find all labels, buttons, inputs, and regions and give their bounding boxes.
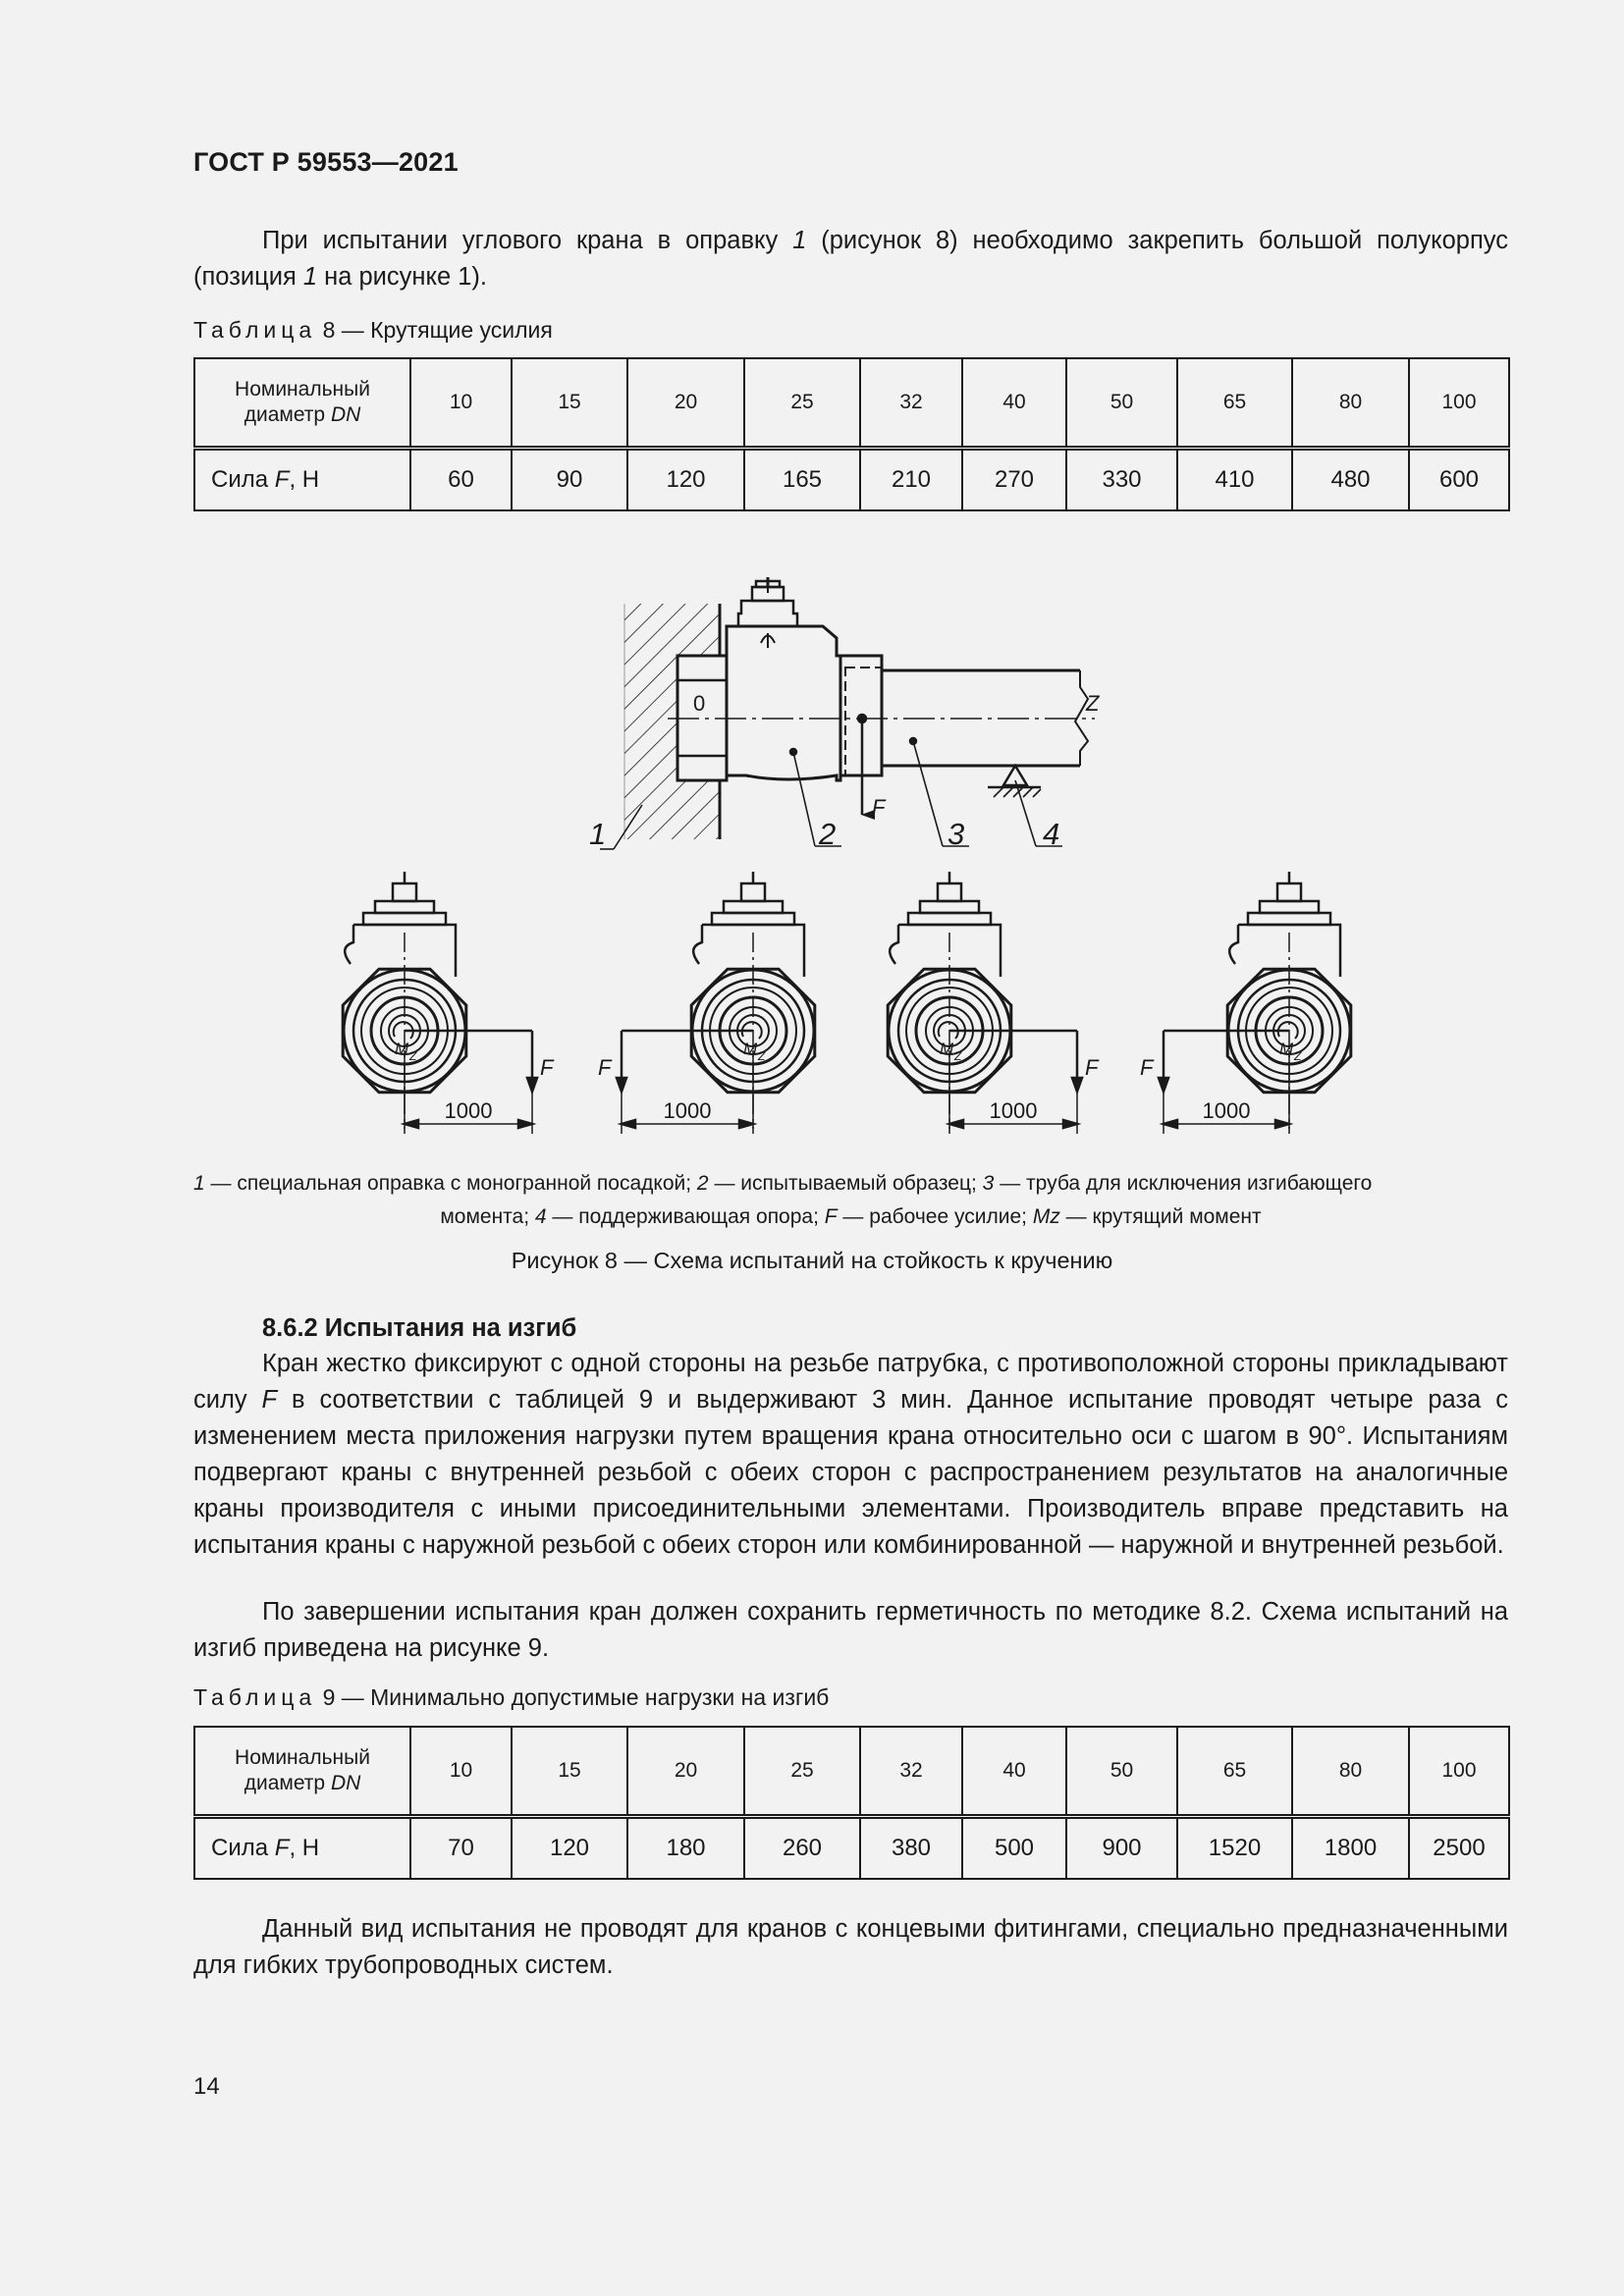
label-2: 2 <box>819 817 837 851</box>
force-label: F <box>598 1055 612 1080</box>
force-label: F <box>1085 1055 1099 1080</box>
section-paragraph-2: По завершении испытания кран должен сохранить герметичность по методике 8.2. Схема испытаний на изгиб приведена на рисунке 9. <box>193 1598 1508 1662</box>
table9-dn-cell: 20 <box>627 1727 744 1816</box>
document-header: ГОСТ Р 59553—2021 <box>193 147 459 177</box>
label-zero: 0 <box>693 691 706 716</box>
force-label: F <box>540 1055 554 1080</box>
force-label: F <box>1140 1055 1154 1080</box>
table8-dn-cell: 10 <box>410 358 512 448</box>
torque-label: M <box>940 1040 954 1058</box>
table8-dn-cell: 32 <box>860 358 962 448</box>
dimension-label: 1000 <box>989 1098 1038 1123</box>
section-title: 8.6.2 Испытания на изгиб <box>262 1314 577 1342</box>
table9-force-cell: 2500 <box>1409 1816 1509 1879</box>
torque-label: M <box>743 1040 758 1058</box>
dimension-label: 1000 <box>663 1098 712 1123</box>
table8-dn-cell: 25 <box>744 358 860 448</box>
closing-paragraph: Данный вид испытания не проводят для кранов с концевыми фитингами, специально предназначенными для гибких трубопроводных систем. <box>193 1915 1508 1979</box>
end-view-1 <box>343 872 555 1134</box>
intro-paragraph: При испытании углового крана в оправку 1 (рисунок 8) необходимо закрепить большой полукорпус (позиция 1 на рисунке 1). <box>193 227 1508 291</box>
torque-label: M <box>395 1040 409 1058</box>
table8-force-cell: 120 <box>627 448 744 510</box>
table8-force-cell: 60 <box>410 448 512 510</box>
table8-force-cell: 165 <box>744 448 860 510</box>
table9-force-row <box>194 1816 1509 1879</box>
table8-dn-cell: 15 <box>512 358 627 448</box>
table8-force-cell: 270 <box>962 448 1066 510</box>
figure8-legend: 1 — специальная оправка с моногранной посадкой; 2 — испытываемый образец; 3 — труба для исключения изгибающего момента; 4 — поддерживающая опора; F — рабочее усилие; Mz — крутящий момент <box>193 1172 1373 1228</box>
table9 <box>193 1726 1510 1880</box>
label-force: F <box>872 795 886 820</box>
section-paragraph-1: Кран жестко фиксируют с одной стороны на резьбе патрубка, с противоположной стороны прикладывают силу F в соответствии с таблицей 9 и выдерживают 3 мин. Данное испытание проводят четыре раза с изменением места приложения нагрузки путем вращения крана относительно оси с шагом в 90°. Испытаниям подвергают краны с внутренней резьбой с обеих сторон с распространением результатов на аналогичные краны производителя с иными присоединительными элементами. Производитель вправе представить на испытания краны с наружной резьбой с обеих сторон или комбинированной — наружной и внутренней резьбой. <box>193 1350 1508 1559</box>
table9-dn-cell: 40 <box>962 1727 1066 1816</box>
table8-force-cell: 480 <box>1292 448 1409 510</box>
label-3: 3 <box>947 817 965 851</box>
end-view-4 <box>1140 872 1351 1134</box>
table9-force-cell: 900 <box>1066 1816 1177 1879</box>
table8-dn-cell: 50 <box>1066 358 1177 448</box>
table9-dn-row <box>194 1727 1509 1816</box>
table8-force-cell: 330 <box>1066 448 1177 510</box>
table9-dn-label: Номинальный диаметр DN <box>194 1727 410 1816</box>
page-number: 14 <box>193 2073 220 2100</box>
table9-force-cell: 260 <box>744 1816 860 1879</box>
table8-force-cell: 210 <box>860 448 962 510</box>
torque-subscript: Z <box>758 1049 766 1063</box>
torque-subscript: Z <box>954 1049 962 1063</box>
loading-views <box>343 872 1351 1134</box>
table8-force-cell: 600 <box>1409 448 1509 510</box>
end-view-2 <box>598 872 815 1134</box>
table9-force-cell: 1520 <box>1177 1816 1292 1879</box>
table9-force-label: Сила F, Н <box>194 1816 410 1879</box>
table9-force-cell: 380 <box>860 1816 962 1879</box>
label-4: 4 <box>1043 817 1060 851</box>
label-z-axis: Z <box>1086 691 1100 716</box>
table9-dn-cell: 15 <box>512 1727 627 1816</box>
table9-caption: Таблица 9 — Минимально допустимые нагрузки на изгиб <box>193 1684 830 1710</box>
table9-force-cell: 70 <box>410 1816 512 1879</box>
table8-dn-cell: 20 <box>627 358 744 448</box>
torsion-test-assembly <box>600 577 1095 849</box>
table8-force-cell: 90 <box>512 448 627 510</box>
table9-dn-cell: 32 <box>860 1727 962 1816</box>
table9-dn-cell: 25 <box>744 1727 860 1816</box>
table8-force-cell: 410 <box>1177 448 1292 510</box>
table9-force-cell: 500 <box>962 1816 1066 1879</box>
table9-force-cell: 180 <box>627 1816 744 1879</box>
end-view-3 <box>888 872 1100 1134</box>
label-1: 1 <box>589 817 607 851</box>
table9-dn-cell: 10 <box>410 1727 512 1816</box>
figure8-caption: Рисунок 8 — Схема испытаний на стойкость к кручению <box>511 1248 1113 1273</box>
dimension-label: 1000 <box>1202 1098 1251 1123</box>
table9-force-cell: 120 <box>512 1816 627 1879</box>
table9-dn-cell: 80 <box>1292 1727 1409 1816</box>
torque-subscript: Z <box>409 1049 417 1063</box>
table9-force-cell: 1800 <box>1292 1816 1409 1879</box>
table8-dn-cell: 65 <box>1177 358 1292 448</box>
dimension-label: 1000 <box>444 1098 493 1123</box>
torque-subscript: Z <box>1294 1049 1302 1063</box>
table8-dn-cell: 100 <box>1409 358 1509 448</box>
table8-dn-label: Номинальный диаметр DN <box>194 358 410 448</box>
table9-dn-cell: 50 <box>1066 1727 1177 1816</box>
table9-dn-cell: 65 <box>1177 1727 1292 1816</box>
table9-dn-cell: 100 <box>1409 1727 1509 1816</box>
table8-caption: Таблица 8 — Крутящие усилия <box>193 317 553 343</box>
table8-force-label: Сила F, Н <box>194 448 410 510</box>
torque-label: M <box>1279 1040 1294 1058</box>
table8-dn-cell: 40 <box>962 358 1066 448</box>
table8-dn-cell: 80 <box>1292 358 1409 448</box>
